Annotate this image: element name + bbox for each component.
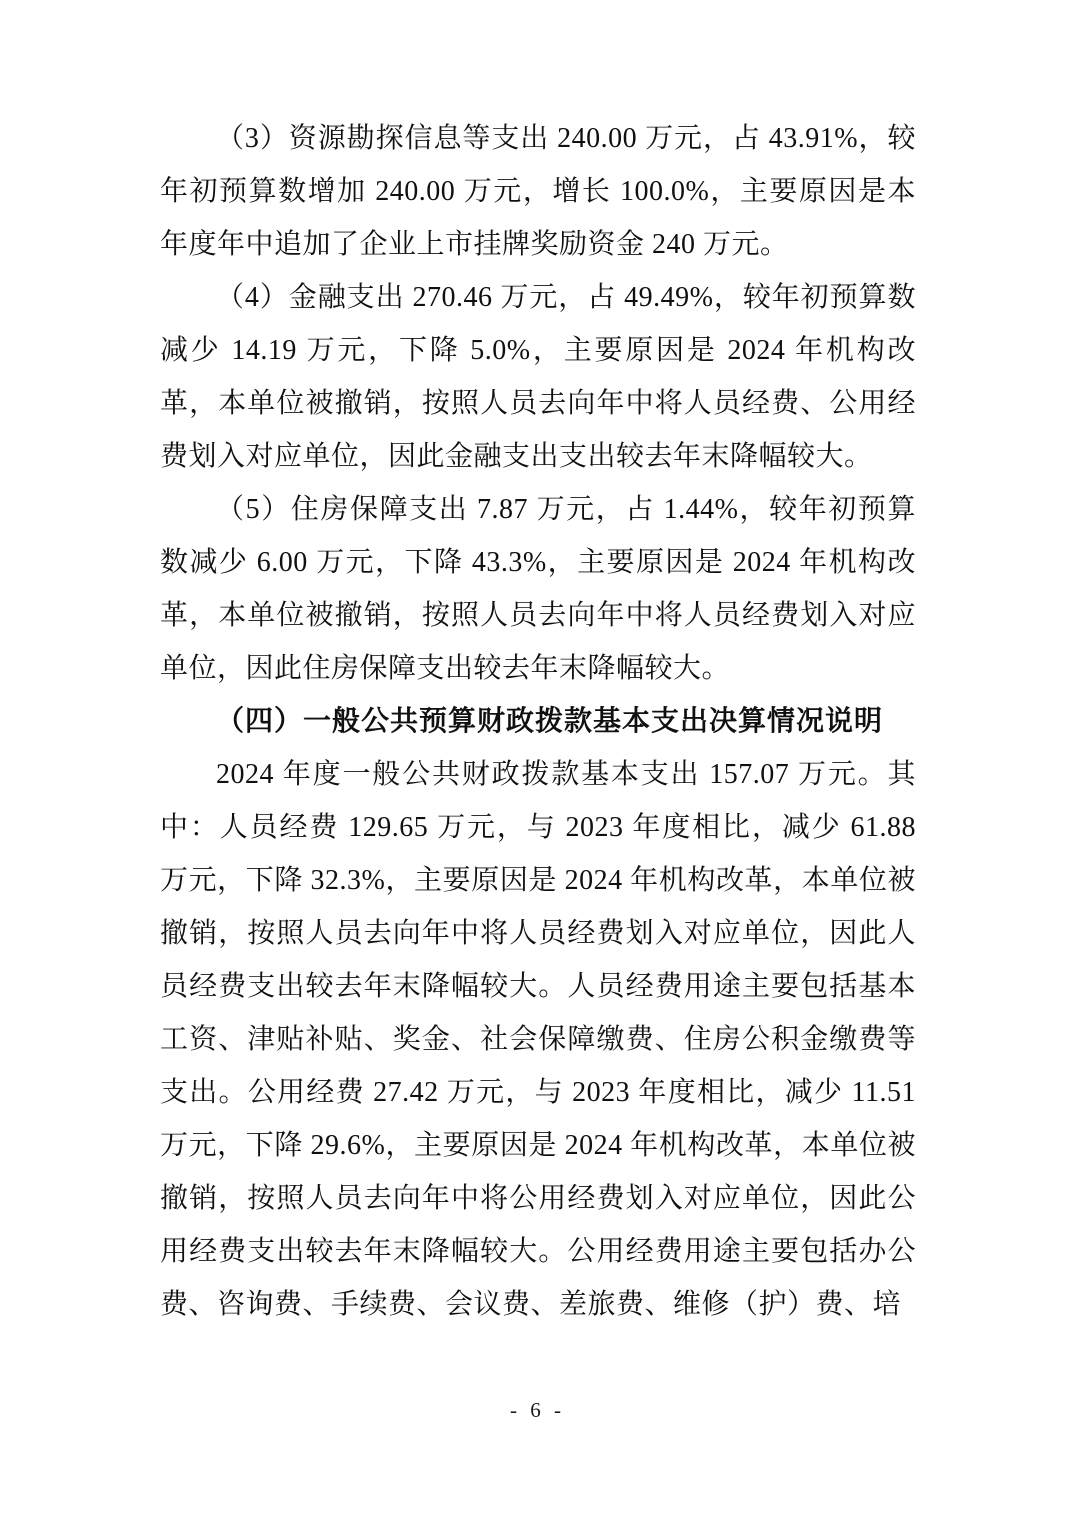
body-paragraph: （3）资源勘探信息等支出 240.00 万元，占 43.91%，较年初预算数增加 240.00 万元，增长 100.0%，主要原因是本年度年中追加了企业上市挂牌奖励资金 240 万元。: [160, 123, 916, 260]
body-paragraph: （4）金融支出 270.46 万元，占 49.49%，较年初预算数减少 14.19 万元，下降 5.0%，主要原因是 2024 年机构改革，本单位被撤销，按照人员去向年中将人员经费、公用经费划入对应单位，因此金融支出支出较去年末降幅较大。: [160, 282, 916, 472]
body-paragraph: （5）住房保障支出 7.87 万元，占 1.44%，较年初预算数减少 6.00 万元，下降 43.3%，主要原因是 2024 年机构改革，本单位被撤销，按照人员去向年中将人员经费划入对应单位，因此住房保障支出较去年末降幅较大。: [160, 494, 916, 684]
page-footer: [0, 1398, 1075, 1423]
page-number: - 6 -: [510, 1398, 565, 1422]
text-block: [160, 112, 916, 1331]
section-heading: （四）一般公共预算财政拨款基本支出决算情况说明: [216, 706, 884, 737]
body-paragraph: 2024 年度一般公共财政拨款基本支出 157.07 万元。其中：人员经费 129.65 万元，与 2023 年度相比，减少 61.88 万元，下降 32.3%，主要原因是 2024 年机构改革，本单位被撤销，按照人员去向年中将人员经费划入对应单位，因此人员经费支出较去年末降幅较大。人员经费用途主要包括基本工资、津贴补贴、奖金、社会保障缴费、住房公积金缴费等支出。公用经费 27.42 万元，与 2023 年度相比，减少 11.51 万元，下降 29.6%，主要原因是 2024 年机构改革，本单位被撤销，按照人员去向年中将公用经费划入对应单位，因此公用经费支出较去年末降幅较大。公用经费用途主要包括办公费、咨询费、手续费、会议费、差旅费、维修（护）费、培: [160, 759, 916, 1320]
